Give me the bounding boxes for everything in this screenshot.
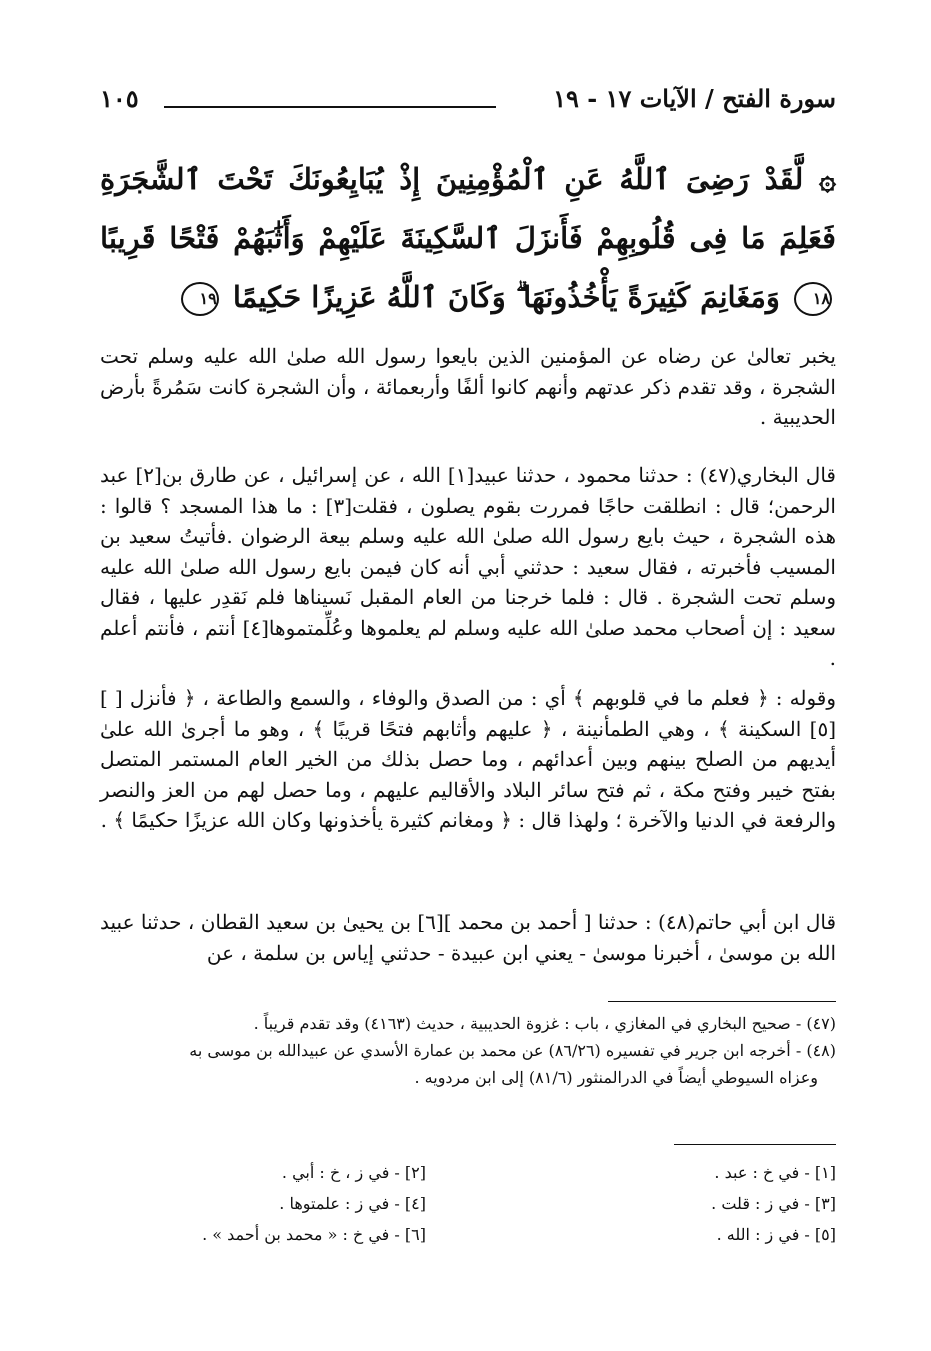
variant-row [96, 1219, 836, 1250]
running-title: سورة الفتح / الآيات ١٧ - ١٩ [553, 84, 836, 113]
variant-note-5: [٥] - في ز : الله . [716, 1225, 836, 1244]
tafsir-paragraph-2: قال البخاري(٤٧) : حدثنا محمود ، حدثنا عبيد[١] الله ، عن إسرائيل ، عن طارق بن[٢] عبد الرحمن؛ قال : انطلقت حاجًا فمررت بقوم يصلون ، فقلت[٣] : ما هذا المسجد ؟ قالوا : هذه الشجرة ، حيث بايع رسول الله صلىٰ الله عليه وسلم بيعة الرضوان .فأتيتُ سعيد بن المسيب فأخبرته ، فقال سعيد : حدثني أبي أنه كان فيمن بايع رسول الله صلىٰ الله عليه وسلم تحت الشجرة . قال : فلما خرجنا من العام المقبل نَسيناها فلم نَقدِر عليها ، فقال سعيد : إن أصحاب محمد صلىٰ الله عليه وسلم لم يعلموها وعُلِّمتموها[٤] أنتم ، فأنتم أعلم . [100, 463, 836, 670]
variant-note-3: [٣] - في ز : قلت . [711, 1194, 836, 1213]
verse-text-part2: وَمَغَانِمَ كَثِيرَةً يَأْخُذُونَهَا ۗ وَكَانَ ٱللَّهُ عَزِيزًا حَكِيمًا [232, 280, 780, 314]
variant-note-1: [١] - في خ : عبد . [714, 1163, 836, 1182]
header-rule [164, 106, 496, 108]
tafsir-paragraph-1: يخبر تعالىٰ عن رضاه عن المؤمنين الذين بايعوا رسول الله صلىٰ الله عليه وسلم تحت الشجرة ، وقد تقدم ذكر عدتهم وأنهم كانوا ألفًا وأربعمائة ، وأن الشجرة كانت سَمُرةً بأرض الحديبية . [100, 344, 836, 429]
footnotes [100, 1010, 836, 1091]
page-number: ١٠٥ [100, 84, 139, 113]
ayah-marker-19: ١٩ [181, 282, 219, 316]
ayah-marker-18: ١٨ [794, 282, 832, 316]
quran-verse [100, 150, 836, 327]
tafsir-paragraph-4: قال ابن أبي حاتم(٤٨) : حدثنا [ أحمد بن محمد ][٦] بن يحيىٰ بن سعيد القطان ، حدثنا عبيد الله بن موسىٰ ، أخبرنا موسىٰ - يعني ابن عبيدة - حدثني إياس بن سلمة ، عن [100, 910, 836, 965]
footnote-48: (٤٨) - أخرجه ابن جرير في تفسيره (٨٦/٢٦) عن محمد بن عمارة الأسدي عن عبيدالله بن موسى به [189, 1041, 836, 1060]
variant-note-2: [٢] - في ز ، خ : أبي . [281, 1163, 426, 1182]
variant-row [96, 1188, 836, 1219]
tafsir-paragraph-3: وقوله : ﴿ فعلم ما في قلوبهم ﴾ أي : من الصدق والوفاء ، والسمع والطاعة ، ﴿ فأنزل [ ][٥] السكينة ﴾ ، وهي الطمأنينة ، ﴿ عليهم وأثابهم فتحًا قريبًا ﴾ ، وهو ما أجرىٰ الله علىٰ أيديهم من الصلح بينهم وبين أعدائهم ، وما حصل بذلك من الخير العام المستمر المتصل بفتح خيبر وفتح مكة ، ثم فتح سائر البلاد والأقاليم عليهم ، وما حصل لهم من العز والنصر والرفعة في الدنيا والآخرة ؛ ولهذا قال : ﴿ ومغانم كثيرة يأخذونها وكان الله عزيزًا حكيمًا ﴾ . [100, 686, 837, 832]
footnote-rule [608, 1001, 836, 1002]
variant-notes [96, 1157, 836, 1250]
page-header [100, 84, 836, 124]
variant-notes-rule [674, 1144, 836, 1145]
verse-text-part1: ۞ لَّقَدْ رَضِىَ ٱللَّهُ عَنِ ٱلْمُؤْمِنِينَ إِذْ يُبَايِعُونَكَ تَحْتَ ٱلشَّجَرَةِ فَعَلِمَ مَا فِى قُلُوبِهِمْ فَأَنزَلَ ٱلسَّكِينَةَ عَلَيْهِمْ وَأَثَٰبَهُمْ فَتْحًا قَرِيبًا [100, 162, 836, 255]
footnote-48-continued: وعزاه السيوطي أيضاً في الدرالمنثور (٨١/٦) إلى ابن مردويه . [414, 1068, 818, 1087]
variant-note-6: [٦] - في خ : « محمد بن أحمد » . [202, 1225, 426, 1244]
footnote-47: (٤٧) - صحيح البخاري في المغازي ، باب : غزوة الحديبية ، حديث (٤١٦٣) وقد تقدم قريباً . [253, 1014, 836, 1033]
variant-row [96, 1157, 836, 1188]
variant-note-4: [٤] - في ز : علمتوها . [279, 1194, 426, 1213]
